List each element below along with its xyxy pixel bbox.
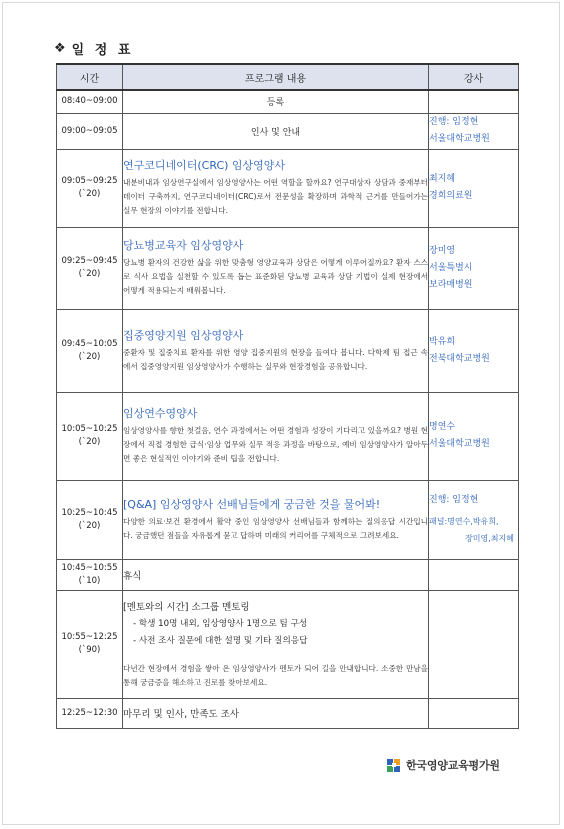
speaker-line: 진행: 임정현 bbox=[429, 117, 479, 127]
program-cell bbox=[123, 149, 429, 227]
program-description: 임상영양사를 향한 첫걸음, 연수 과정에서는 어떤 경험과 성장이 기다리고 있을까요? 병원 현장에서 직접 경험한 급식·임상 업무와 실무 적응 과정을 바탕으로, 예비 임상영양사가 알아두면 좋은 현실적인 이야기와 준비 팁을 전합니다. bbox=[123, 426, 428, 463]
time-cell: 10:55~12:25 (`90) bbox=[57, 590, 123, 698]
speaker-cell bbox=[429, 480, 519, 559]
time-cell: 10:05~10:25 (`20) bbox=[57, 392, 123, 480]
time-cell: 08:40~09:00 bbox=[57, 90, 123, 113]
duration: (`20) bbox=[78, 520, 101, 531]
organization-logo bbox=[386, 757, 500, 773]
program-title: 임상연수영양사 bbox=[123, 407, 198, 420]
program-bullet: - 학생 10명 내외, 임상영양사 1명으로 팀 구성 bbox=[133, 618, 308, 629]
table-row bbox=[57, 90, 519, 113]
program-description: 다년간 현장에서 경험을 쌓아 온 임상영양사가 멘토가 되어 길을 안내합니다. 소중한 만남을 통해 궁금증을 해소하고 진로를 찾아보세요. bbox=[123, 663, 428, 687]
table-row bbox=[57, 113, 519, 149]
speaker-cell bbox=[429, 309, 519, 392]
time-cell: 09:25~09:45 (`20) bbox=[57, 227, 123, 309]
table-header-row bbox=[57, 64, 519, 90]
program-cell: 휴식 bbox=[123, 559, 429, 590]
speaker-cell bbox=[429, 392, 519, 480]
program-cell bbox=[123, 590, 429, 698]
time-cell: 09:00~09:05 bbox=[57, 113, 123, 149]
time-cell: 12:25~12:30 bbox=[57, 698, 123, 728]
program-cell: 마무리 및 인사, 만족도 조사 bbox=[123, 698, 429, 728]
speaker-line: 서울대학교병원 bbox=[429, 439, 490, 449]
duration: (`10) bbox=[78, 575, 101, 586]
program-title: [Q&A] 임상영양사 선배님들에게 궁금한 것을 물어봐! bbox=[123, 497, 381, 511]
speaker-line: 경희의료원 bbox=[429, 191, 473, 201]
time-cell: 09:45~10:05 (`20) bbox=[57, 309, 123, 392]
program-bullet: - 사전 조사 질문에 대한 설명 및 기타 질의응답 bbox=[133, 635, 308, 646]
time-cell: 10:45~10:55 (`10) bbox=[57, 559, 123, 590]
table-row bbox=[57, 149, 519, 227]
speaker-cell bbox=[429, 590, 519, 698]
table-row bbox=[57, 590, 519, 698]
speaker-line: 진행: 임정현 bbox=[429, 495, 479, 505]
logo-text: 한국영양교육평가원 bbox=[406, 759, 500, 772]
speaker-line: 명연수 bbox=[429, 422, 456, 432]
schedule-table bbox=[56, 63, 519, 729]
speaker-line: 서울특별시 bbox=[429, 262, 473, 273]
program-cell: 인사 및 안내 bbox=[123, 113, 429, 149]
header-time: 시간 bbox=[57, 64, 123, 90]
speaker-cell bbox=[429, 90, 519, 113]
program-cell bbox=[123, 480, 429, 559]
speaker-line: 장미영 bbox=[429, 245, 456, 256]
speaker-cell bbox=[429, 113, 519, 149]
program-description: 중환자 및 집중치료 환자를 위한 영양 집중지원의 현장을 들여다 봅니다. 다학제 팀 접근 속에서 집중영양지원 임상영양사가 수행하는 실무와 현장경험을 공유합니다. bbox=[123, 347, 428, 371]
speaker-line: 전북대학교병원 bbox=[429, 353, 490, 364]
kiee-logo-icon bbox=[386, 757, 402, 773]
table-row bbox=[57, 309, 519, 392]
speaker-cell bbox=[429, 559, 519, 590]
speaker-line: 최지혜 bbox=[429, 174, 456, 184]
program-title: 집중영양지원 임상영양사 bbox=[123, 328, 244, 342]
program-description: 다양한 의료·보건 환경에서 활약 중인 임상영양사 선배님들과 함께하는 질의응답 시간입니다. 궁금했던 점들을 자유롭게 묻고 답하며 미래의 커리어를 구체적으로 그려보세요. bbox=[123, 516, 428, 540]
speaker-cell bbox=[429, 698, 519, 728]
program-cell bbox=[123, 392, 429, 480]
duration: (`20) bbox=[78, 437, 101, 447]
program-title: [멘토와의 시간] 소그룹 멘토링 bbox=[123, 601, 250, 613]
table-row bbox=[57, 698, 519, 728]
speaker-line: 서울대학교병원 bbox=[429, 134, 490, 144]
speaker-line: 장미영,최지혜 bbox=[465, 534, 514, 543]
duration: (`20) bbox=[78, 189, 101, 199]
speaker-cell bbox=[429, 149, 519, 227]
program-title: 연구코디네이터(CRC) 임상영양사 bbox=[123, 159, 286, 172]
table-row bbox=[57, 480, 519, 559]
speaker-line: 보라매병원 bbox=[429, 279, 473, 290]
table-row bbox=[57, 227, 519, 309]
duration: (`20) bbox=[78, 269, 101, 279]
program-cell bbox=[123, 227, 429, 309]
program-cell bbox=[123, 309, 429, 392]
time-cell: 09:05~09:25 (`20) bbox=[57, 149, 123, 227]
duration: (`90) bbox=[78, 645, 101, 655]
speaker-line: 패널:명연수,박유희, bbox=[429, 517, 499, 526]
schedule-heading bbox=[54, 39, 133, 58]
program-description: 내분비내과 임상연구실에서 임상영양사는 어떤 역할을 할까요? 연구대상자 상담과 중재부터 데이터 구축까지, 연구코디네이터(CRC)로서 전문성을 확장하며 과학적 근거를 만들어가는 실무 현장의 이야기를 전합니다. bbox=[123, 178, 428, 215]
program-cell: 등록 bbox=[123, 90, 429, 113]
diamond-bullet-icon: ❖ bbox=[54, 41, 66, 56]
table-row bbox=[57, 559, 519, 590]
time-cell: 10:25~10:45 (`20) bbox=[57, 480, 123, 559]
speaker-cell bbox=[429, 227, 519, 309]
program-title: 당뇨병교육자 임상영양사 bbox=[123, 239, 244, 252]
schedule-title: 일 정 표 bbox=[71, 43, 134, 58]
duration: (`20) bbox=[78, 351, 101, 362]
header-program: 프로그램 내용 bbox=[123, 64, 429, 90]
program-description: 당뇨병 환자의 건강한 삶을 위한 맞춤형 영양교육과 상담은 어떻게 이루어질까요? 환자 스스로 식사 요법을 실천할 수 있도록 돕는 표준화된 당뇨병 교육과 상담 기법이 실제 현장에서 어떻게 적용되는지 배워봅니다. bbox=[123, 258, 428, 295]
header-speaker: 강사 bbox=[429, 64, 519, 90]
table-row bbox=[57, 392, 519, 480]
speaker-line: 박유희 bbox=[429, 336, 456, 347]
